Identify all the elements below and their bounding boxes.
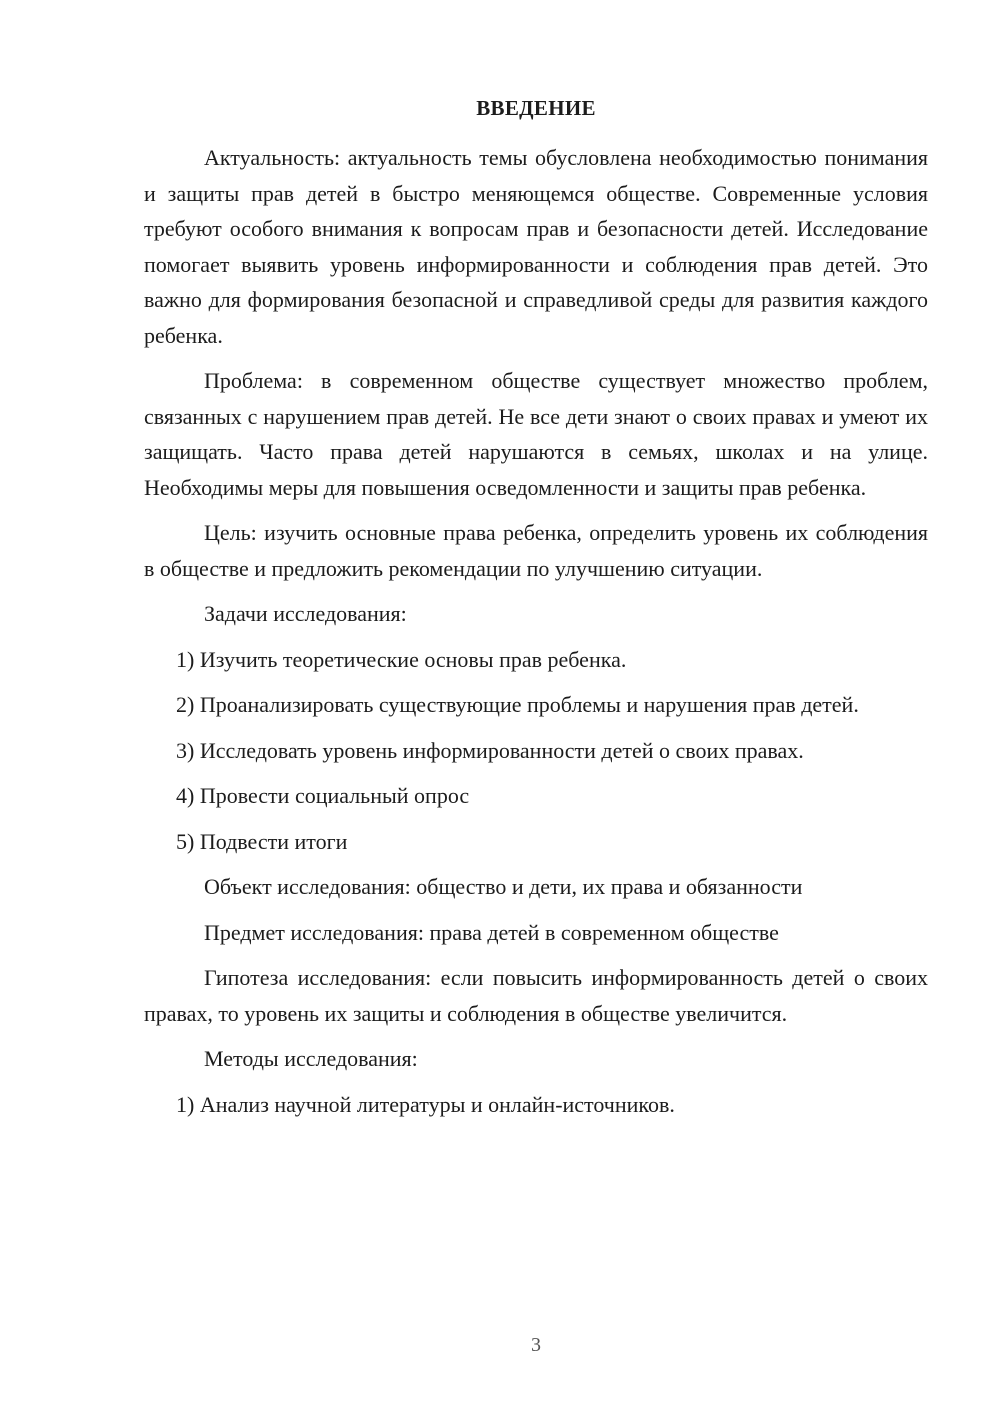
- tasks-heading: Задачи исследования:: [204, 601, 407, 626]
- task-item-4: 4) Провести социальный опрос: [176, 783, 470, 808]
- hypothesis-paragraph: Гипотеза исследования: если повысить информированность детей о своих правах, то уровень их защиты и соблюдения в обществе увеличится.: [144, 965, 928, 1026]
- page-number: 3: [531, 1334, 541, 1356]
- task-item-5: 5) Подвести итоги: [176, 828, 348, 854]
- task-item-1: 1) Изучить теоретические основы прав ребенка.: [176, 646, 627, 672]
- method-item-1: 1) Анализ научной литературы и онлайн-источников.: [176, 1091, 675, 1117]
- document-body: [144, 140, 928, 1132]
- page-title: ВВЕДЕНИЕ: [476, 96, 596, 120]
- goal-paragraph: Цель: изучить основные права ребенка, определить уровень их соблюдения в обществе и предложить рекомендации по улучшению ситуации.: [144, 520, 928, 581]
- methods-heading: Методы исследования:: [204, 1046, 418, 1071]
- task-item-3: 3) Исследовать уровень информированности детей о своих правах.: [176, 737, 804, 763]
- problem-paragraph: Проблема: в современном обществе существует множество проблем, связанных с нарушением прав детей. Не все дети знают о своих правах и умеют их защищать. Часто права детей нарушаются в семьях, школах и на улице. Необходимы меры для повышения осведомленности и защиты прав ребенка.: [144, 368, 928, 500]
- subject-paragraph: Предмет исследования: права детей в современном обществе: [204, 919, 779, 945]
- relevance-paragraph: Актуальность: актуальность темы обусловлена необходимостью понимания и защиты прав детей в быстро меняющемся обществе. Современные условия требуют особого внимания к вопросам прав и безопасности детей. Исследование помогает выявить уровень информированности и соблюдения прав детей. Это важно для формирования безопасной и справедливой среды для развития каждого ребенка.: [144, 145, 928, 348]
- task-item-2: 2) Проанализировать существующие проблемы и нарушения прав детей.: [176, 692, 859, 717]
- object-paragraph: Объект исследования: общество и дети, их права и обязанности: [204, 874, 803, 899]
